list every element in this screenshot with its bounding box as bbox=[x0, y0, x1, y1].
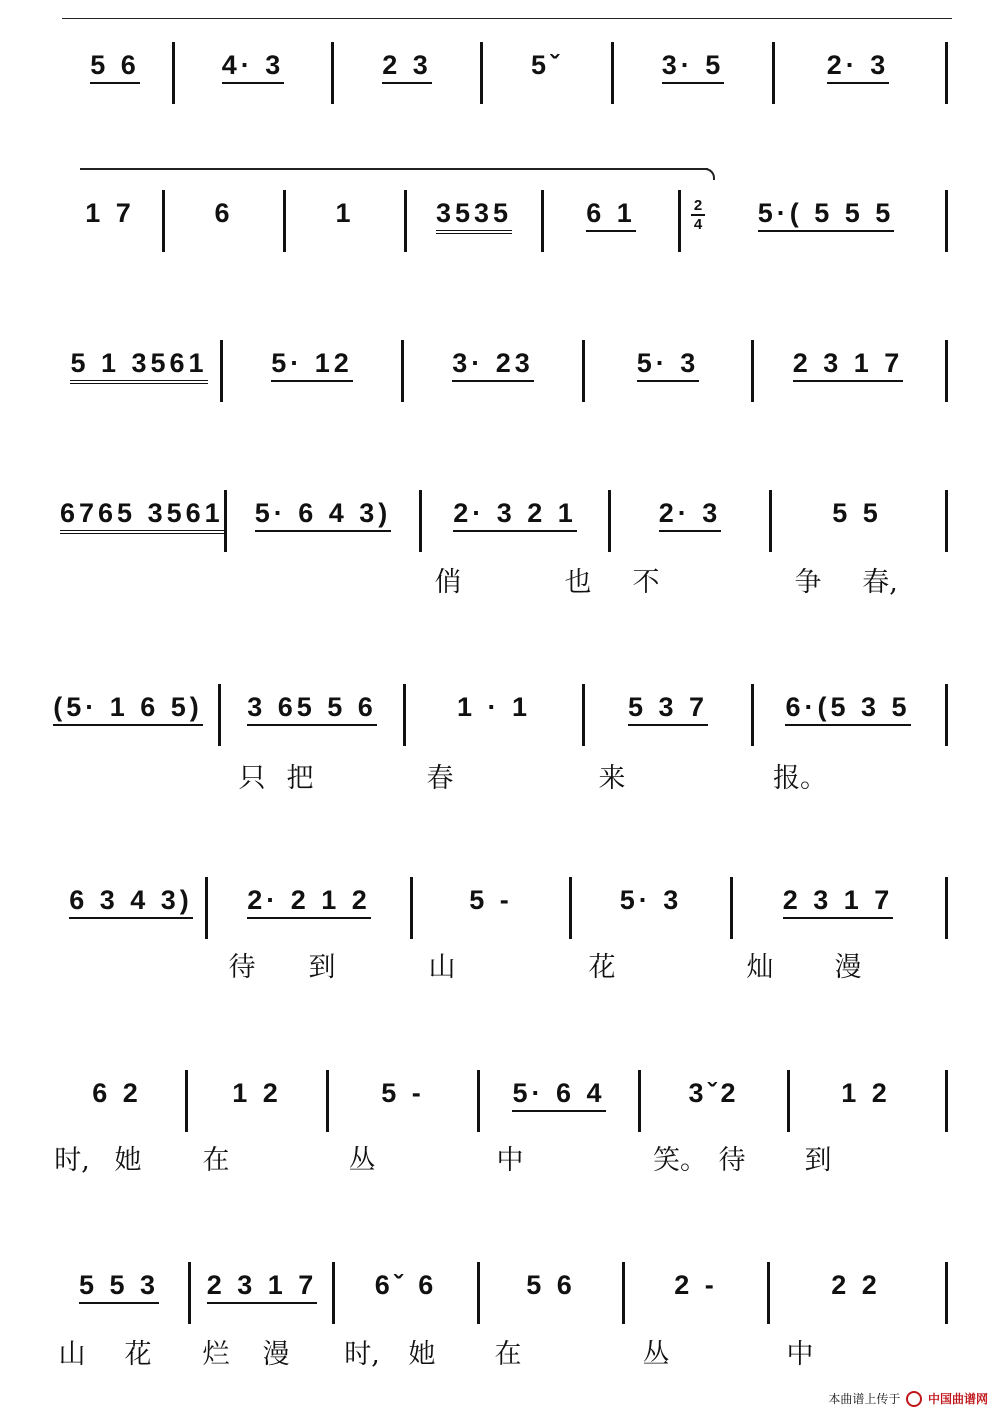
notes: 1 · 1 bbox=[456, 692, 532, 722]
footer-brand: 中国曲谱网 bbox=[927, 1391, 988, 1406]
lyric-syllable: 她 bbox=[408, 1339, 436, 1370]
lyric-syllable: 丛 bbox=[348, 1145, 376, 1176]
measure bbox=[407, 348, 579, 388]
measure bbox=[778, 50, 938, 90]
barline bbox=[945, 1070, 948, 1132]
barline bbox=[945, 490, 948, 552]
measure bbox=[52, 1270, 186, 1310]
measure bbox=[332, 1078, 474, 1118]
barline bbox=[162, 190, 165, 252]
barline bbox=[751, 684, 754, 746]
barline bbox=[945, 877, 948, 939]
notes: 6765 3561 bbox=[60, 498, 224, 534]
measure bbox=[52, 1078, 182, 1118]
barline bbox=[582, 684, 585, 746]
lyric-syllable: 她 bbox=[114, 1145, 142, 1176]
lyric-syllable: 争 bbox=[794, 567, 822, 598]
barline bbox=[283, 190, 286, 252]
barline bbox=[401, 340, 404, 402]
lyric-syllable: 也 bbox=[564, 567, 592, 598]
barline bbox=[638, 1070, 641, 1132]
notes: 6 bbox=[214, 198, 234, 228]
barline bbox=[188, 1262, 191, 1324]
measure bbox=[793, 1078, 939, 1118]
measure bbox=[60, 198, 160, 238]
lyric-syllable: 花 bbox=[124, 1339, 152, 1370]
top-staff-line bbox=[62, 18, 952, 19]
notes: 2 - bbox=[674, 1270, 718, 1300]
barline bbox=[678, 190, 681, 252]
measure bbox=[588, 348, 748, 388]
notes: 5 6 bbox=[90, 50, 140, 84]
site-footer bbox=[828, 1390, 988, 1408]
measure bbox=[775, 498, 939, 538]
barline bbox=[172, 42, 175, 104]
notes: 6ˇ 6 bbox=[374, 1270, 438, 1300]
barline bbox=[751, 340, 754, 402]
notes: 2· 3 bbox=[659, 498, 722, 532]
notes: 2 2 bbox=[831, 1270, 881, 1300]
notes: 1 2 bbox=[232, 1078, 282, 1108]
notes: 2· 3 2 1 bbox=[453, 498, 577, 532]
notes: 5 1 3561 bbox=[70, 348, 207, 384]
lyric-syllable: 时, bbox=[54, 1145, 90, 1176]
lyric-syllable: 到 bbox=[804, 1145, 832, 1176]
measure bbox=[757, 692, 939, 732]
measure bbox=[575, 885, 727, 925]
notes: 2 3 1 7 bbox=[783, 885, 894, 919]
lyric-syllable: 烂 bbox=[202, 1339, 230, 1370]
lyric-syllable: 待 bbox=[228, 952, 256, 983]
measure bbox=[617, 50, 769, 90]
measure bbox=[736, 885, 940, 925]
barline bbox=[622, 1262, 625, 1324]
notes: 1 7 bbox=[85, 198, 135, 228]
notes: 5· 12 bbox=[271, 348, 353, 382]
measure bbox=[60, 498, 222, 538]
barline bbox=[767, 1262, 770, 1324]
notes: 5 5 3 bbox=[79, 1270, 159, 1304]
lyric-syllable: 春 bbox=[426, 763, 454, 794]
notes: 3535 bbox=[436, 198, 512, 234]
notes: 3 65 5 6 bbox=[247, 692, 377, 726]
barline bbox=[569, 877, 572, 939]
notes: 5 - bbox=[469, 885, 513, 915]
lyric-syllable: 待 bbox=[718, 1145, 746, 1176]
notes: 5·( 5 5 5 bbox=[758, 198, 895, 232]
barline bbox=[945, 684, 948, 746]
footer-prefix: 本曲谱上传于 bbox=[828, 1391, 901, 1406]
measure bbox=[211, 885, 407, 925]
long-slur bbox=[80, 168, 708, 170]
barline bbox=[769, 490, 772, 552]
barline bbox=[224, 490, 227, 552]
measure bbox=[712, 198, 940, 238]
measure bbox=[194, 1270, 330, 1310]
notes: 5· 3 bbox=[637, 348, 700, 382]
measure bbox=[40, 692, 216, 732]
notes: 5 - bbox=[381, 1078, 425, 1108]
measure bbox=[614, 498, 766, 538]
notes: 5ˇ bbox=[530, 50, 563, 80]
notes: 6·(5 3 5 bbox=[785, 692, 910, 726]
measure bbox=[588, 692, 748, 732]
measure bbox=[483, 1270, 619, 1310]
barline bbox=[608, 490, 611, 552]
measure bbox=[409, 692, 579, 732]
barline bbox=[332, 1262, 335, 1324]
lyric-syllable: 山 bbox=[428, 952, 456, 983]
measure bbox=[226, 348, 398, 388]
barline bbox=[480, 42, 483, 104]
measure bbox=[191, 1078, 323, 1118]
measure bbox=[547, 198, 675, 238]
notes: 6 3 4 3) bbox=[69, 885, 193, 919]
notes: (5· 1 6 5) bbox=[53, 692, 203, 726]
lyric-syllable: 在 bbox=[202, 1145, 230, 1176]
notes: 3ˇ2 bbox=[688, 1078, 740, 1108]
lyric-syllable: 只 bbox=[238, 763, 266, 794]
barline bbox=[945, 42, 948, 104]
lyric-syllable: 笑。 bbox=[653, 1145, 707, 1176]
measure bbox=[178, 50, 328, 90]
notes: 6 2 bbox=[92, 1078, 142, 1108]
lyric-syllable: 中 bbox=[496, 1145, 524, 1176]
lyric-syllable: 到 bbox=[308, 952, 336, 983]
notes: 5· 6 4 bbox=[512, 1078, 605, 1112]
measure bbox=[644, 1078, 784, 1118]
barline bbox=[419, 490, 422, 552]
lyric-syllable: 灿 bbox=[746, 952, 774, 983]
barline bbox=[945, 1262, 948, 1324]
measure bbox=[486, 50, 608, 90]
measure bbox=[628, 1270, 764, 1310]
measure bbox=[60, 348, 218, 388]
time-signature-top: 2 bbox=[693, 197, 703, 214]
barline bbox=[945, 190, 948, 252]
notes: 5· 3 bbox=[619, 885, 683, 915]
site-logo-icon bbox=[906, 1391, 922, 1407]
measure bbox=[60, 885, 202, 925]
measure bbox=[410, 198, 538, 238]
measure bbox=[168, 198, 280, 238]
notes: 5· 6 4 3) bbox=[255, 498, 392, 532]
barline bbox=[787, 1070, 790, 1132]
barline bbox=[403, 684, 406, 746]
measure bbox=[483, 1078, 635, 1118]
notes: 6 1 bbox=[586, 198, 636, 232]
barline bbox=[218, 684, 221, 746]
barline bbox=[220, 340, 223, 402]
lyric-syllable: 俏 bbox=[434, 567, 462, 598]
lyric-syllable: 把 bbox=[286, 763, 314, 794]
barline bbox=[730, 877, 733, 939]
lyric-syllable: 漫 bbox=[262, 1339, 290, 1370]
barline bbox=[541, 190, 544, 252]
notes: 1 bbox=[335, 198, 355, 228]
barline bbox=[611, 42, 614, 104]
barline bbox=[477, 1262, 480, 1324]
lyric-syllable: 春, bbox=[862, 567, 898, 598]
measure bbox=[289, 198, 401, 238]
barline bbox=[410, 877, 413, 939]
notes: 3· 5 bbox=[662, 50, 725, 84]
barline bbox=[185, 1070, 188, 1132]
lyric-syllable: 时, bbox=[344, 1339, 380, 1370]
lyric-syllable: 丛 bbox=[642, 1339, 670, 1370]
notes: 2 3 bbox=[382, 50, 432, 84]
measure bbox=[773, 1270, 939, 1310]
measure bbox=[337, 50, 477, 90]
barline bbox=[945, 340, 948, 402]
measure bbox=[757, 348, 939, 388]
notes: 4· 3 bbox=[222, 50, 285, 84]
notes: 5 5 bbox=[832, 498, 882, 528]
barline bbox=[477, 1070, 480, 1132]
lyric-syllable: 不 bbox=[632, 567, 660, 598]
notes: 1 2 bbox=[841, 1078, 891, 1108]
time-signature bbox=[691, 198, 705, 232]
long-slur-end bbox=[703, 168, 715, 180]
measure bbox=[224, 692, 400, 732]
barline bbox=[772, 42, 775, 104]
notes: 2 3 1 7 bbox=[207, 1270, 318, 1304]
lyric-syllable: 来 bbox=[598, 763, 626, 794]
notes: 5 3 7 bbox=[628, 692, 708, 726]
notes: 2 3 1 7 bbox=[793, 348, 904, 382]
lyric-syllable: 在 bbox=[494, 1339, 522, 1370]
barline bbox=[582, 340, 585, 402]
measure bbox=[60, 50, 170, 90]
time-signature-bottom: 4 bbox=[693, 216, 703, 233]
notes: 5 6 bbox=[526, 1270, 576, 1300]
notes: 2· 3 bbox=[827, 50, 890, 84]
lyric-syllable: 中 bbox=[786, 1339, 814, 1370]
lyric-syllable: 报。 bbox=[773, 763, 827, 794]
lyric-syllable: 山 bbox=[58, 1339, 86, 1370]
barline bbox=[404, 190, 407, 252]
barline bbox=[326, 1070, 329, 1132]
measure bbox=[230, 498, 416, 538]
notes: 3· 23 bbox=[452, 348, 534, 382]
measure bbox=[338, 1270, 474, 1310]
measure bbox=[416, 885, 566, 925]
lyric-syllable: 漫 bbox=[834, 952, 862, 983]
lyric-syllable: 花 bbox=[588, 952, 616, 983]
measure bbox=[425, 498, 605, 538]
barline bbox=[331, 42, 334, 104]
notes: 2· 2 1 2 bbox=[247, 885, 371, 919]
barline bbox=[205, 877, 208, 939]
